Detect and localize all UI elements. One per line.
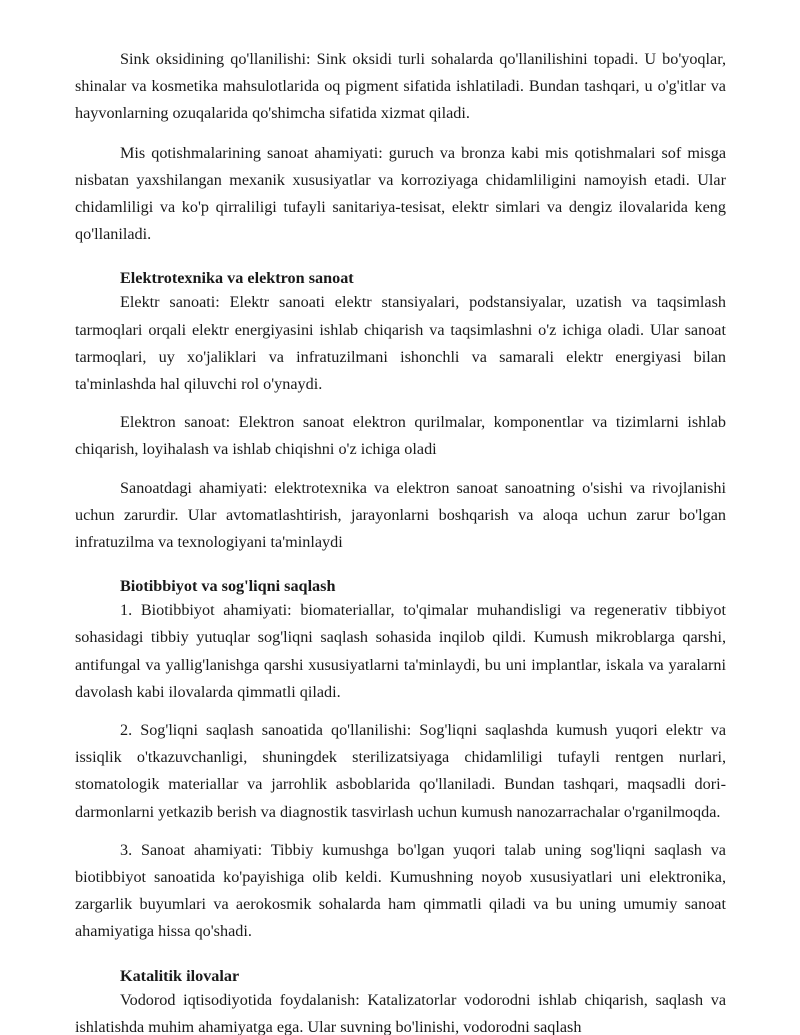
heading-biomedicine: Biotibbiyot va sog'liqni saqlash: [120, 577, 336, 596]
paragraph-industry-importance: Sanoatdagi ahamiyati: elektrotexnika va elektron sanoat sanoatning o'sishi va rivojlanishi uchun zarurdir. Ular avtomatlashtirish, jarayonlarni boshqarish va aloqa uchun zarur bo'lgan infratuzilma va texnologiyani ta'minlaydi: [75, 478, 726, 552]
paragraph-biomedicine-importance: 1. Biotibbiyot ahamiyati: biomateriallar, to'qimalar muhandisligi va regenerativ tibbiyot sohasidagi tibbiy yutuqlar sog'liqni saqlash sohasida inqilob qildi. Kumush mikroblarga qarshi, antifungal va yallig'lanishga qarshi xususiyatlarni ta'minlaydi, bu uni implantlar, iskala va yaralarni davolash kabi ilovalarda qimmatli qiladi.: [75, 601, 726, 701]
paragraph-electric-industry: Elektr sanoati: Elektr sanoati elektr stansiyalari, podstansiyalar, uzatish va taqsimlash tarmoqlari orqali elektr energiyasini ishlab chiqarish va taqsimlashni o'z ichiga oladi. Ular sanoat tarmoqlari, uy xo'jaliklari va infratuzilmani ishonchli va samarali elektr energiyasi bilan ta'minlashda hal qiluvchi rol o'ynaydi.: [75, 293, 726, 394]
paragraph-zinc-oxide: Sink oksidining qo'llanilishi: Sink oksidi turli sohalarda qo'llanilishini topadi. U bo'yoqlar, shinalar va kosmetika mahsulotlarida oq pigment sifatida ishlatiladi. Bundan tashqari, u o'g'itlar va hayvonlarning ozuqalarida qo'shimcha sifatida xizmat qiladi.: [75, 50, 726, 123]
paragraph-hydrogen-economy: Vodorod iqtisodiyotida foydalanish: Katalizatorlar vodorodni ishlab chiqarish, saqlash va ishlatishda muhim ahamiyatga ega. Ular suvning bo'linishi, vodorodni saqlash: [75, 990, 726, 1035]
heading-electrotechnics: Elektrotexnika va elektron sanoat: [120, 269, 354, 288]
paragraph-industrial-importance: 3. Sanoat ahamiyati: Tibbiy kumushga bo'lgan yuqori talab uning sog'liqni saqlash va biotibbiyot sanoatida ko'payishiga olib keldi. Kumushning noyob xususiyatlari uni elektronika, zargarlik buyumlari va aerokosmik sohalarda ham qimmatli qiladi va bu uning umumiy sanoat ahamiyatiga hissa qo'shadi.: [75, 840, 726, 941]
paragraph-copper-alloys: Mis qotishmalarining sanoat ahamiyati: guruch va bronza kabi mis qotishmalari sof misga nisbatan yaxshilangan mexanik xususiyatlar va korroziyaga chidamliligini namoyish etadi. Ular chidamliligi va ko'p qirraliligi tufayli sanitariya-tesisat, elektr simlari va dengiz ilovalarida keng qo'llaniladi.: [75, 143, 726, 244]
paragraph-electronic-industry: Elektron sanoat: Elektron sanoat elektron qurilmalar, komponentlar va tizimlarni ishlab chiqarish, loyihalash va ishlab chiqishni o'z ichiga oladi: [75, 413, 726, 459]
heading-catalytic-applications: Katalitik ilovalar: [120, 966, 240, 985]
paragraph-healthcare-application: 2. Sog'liqni saqlash sanoatida qo'llanilishi: Sog'liqni saqlashda kumush yuqori elektr va issiqlik o'tkazuvchanligi, shuningdek sterilizatsiyaga chidamliligi tufayli rentgen nurlari, stomatologik materiallar va jarrohlik asboblarida qo'llaniladi. Bundan tashqari, maqsadli dori-darmonlarni yetkazib berish va diagnostik tasvirlash uchun kumush nanozarrachalar o'rganilmoqda.: [75, 721, 726, 821]
document-body: [75, 46, 726, 1035]
